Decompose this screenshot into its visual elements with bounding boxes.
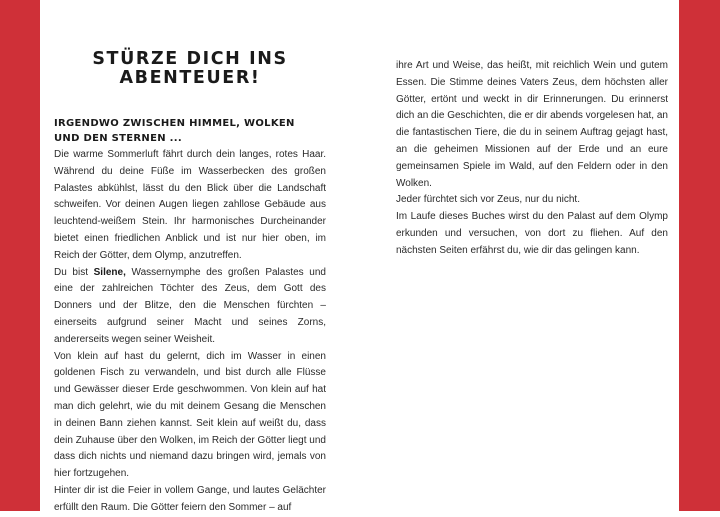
subheading-line-1: IRGENDWO ZWISCHEN HIMMEL, WOLKEN (54, 118, 295, 129)
left-paragraph-1: Die warme Sommerluft fährt durch dein langes, rotes Haar. Während du deine Füße im Wasserbecken des großen Palastes abkühlst, lässt du den Blick über die Landschaft schweifen. Vor deinen Augen liegen zahllose Gebäude aus leuchtend-weißem Stein. Ihr harmonisches Durcheinander bietet einen friedlichen Anblick und ist nur hier oben, im Reich der Götter, dem Olymp, anzutreffen. (54, 149, 326, 261)
right-body-text (396, 58, 668, 260)
right-paragraph-3: Im Laufe dieses Buches wirst du den Palast auf dem Olymp erkunden und versuchen, von dort zu fliehen. Auf den nächsten Seiten erfährst du, wie dir das gelingen kann. (396, 211, 668, 256)
right-paragraph-1: ihre Art und Weise, das heißt, mit reichlich Wein und gutem Essen. Die Stimme deines Vaters Zeus, dem höchsten aller Götter, ertönt und weckt in dir Erinnerungen. Du erinnerst dich an die Geschichten, die er dir abends vorgelesen hat, an die fantastischen Tiere, die du in seinem Auftrag gejagt hast, an die geheimen Missionen auf der Erde und an eure gemeinsamen Spiele im Wald, auf den Feldern oder in den Wolken. (396, 60, 668, 189)
subheading-line-2: UND DEN STERNEN ... (54, 133, 182, 144)
title-line-2: ABENTEUER! (119, 68, 261, 88)
paragraph-2-intro: Du bist (54, 266, 94, 278)
title-line-1: STÜRZE DICH INS (92, 49, 288, 69)
left-red-border (0, 0, 40, 511)
section-subheading (54, 116, 326, 146)
character-name: Silene, (93, 266, 126, 278)
paragraph-2-rest: Wassernymphe des großen Palastes und eine der zahlreichen Töchter des Zeus, dem Gott des Donners und der Blitze, den die Menschen fürchten – einerseits aufgrund seiner Macht und seines Zorns, andererseits wegen seiner Weisheit. (54, 266, 326, 345)
left-paragraph-4: Hinter dir ist die Feier in vollem Gange, und lautes Gelächter erfüllt den Raum. Die Götter feiern den Sommer – auf (54, 484, 326, 513)
right-paragraph-2: Jeder fürchtet sich vor Zeus, nur du nicht. (396, 194, 580, 206)
left-paragraph-3: Von klein auf hast du gelernt, dich im Wasser in einen goldenen Fisch zu verwandeln, und bist durch alle Flüsse und Gewässer dieser Erde geschwommen. Von klein auf hat man dich gelehrt, wie du mit deinem Gesang die Menschen in deinen Bann ziehen kannst. Seit klein auf weißt du, dass dein Zuhause über den Wolken, im Reich der Götter liegt und dass dich nichts und niemand dazu bringen wird, jemals von hier fortzugehen. (54, 350, 326, 480)
chapter-title (54, 50, 326, 88)
left-body-text (54, 147, 326, 517)
left-paragraph-2 (54, 265, 326, 349)
right-red-border (679, 0, 720, 511)
